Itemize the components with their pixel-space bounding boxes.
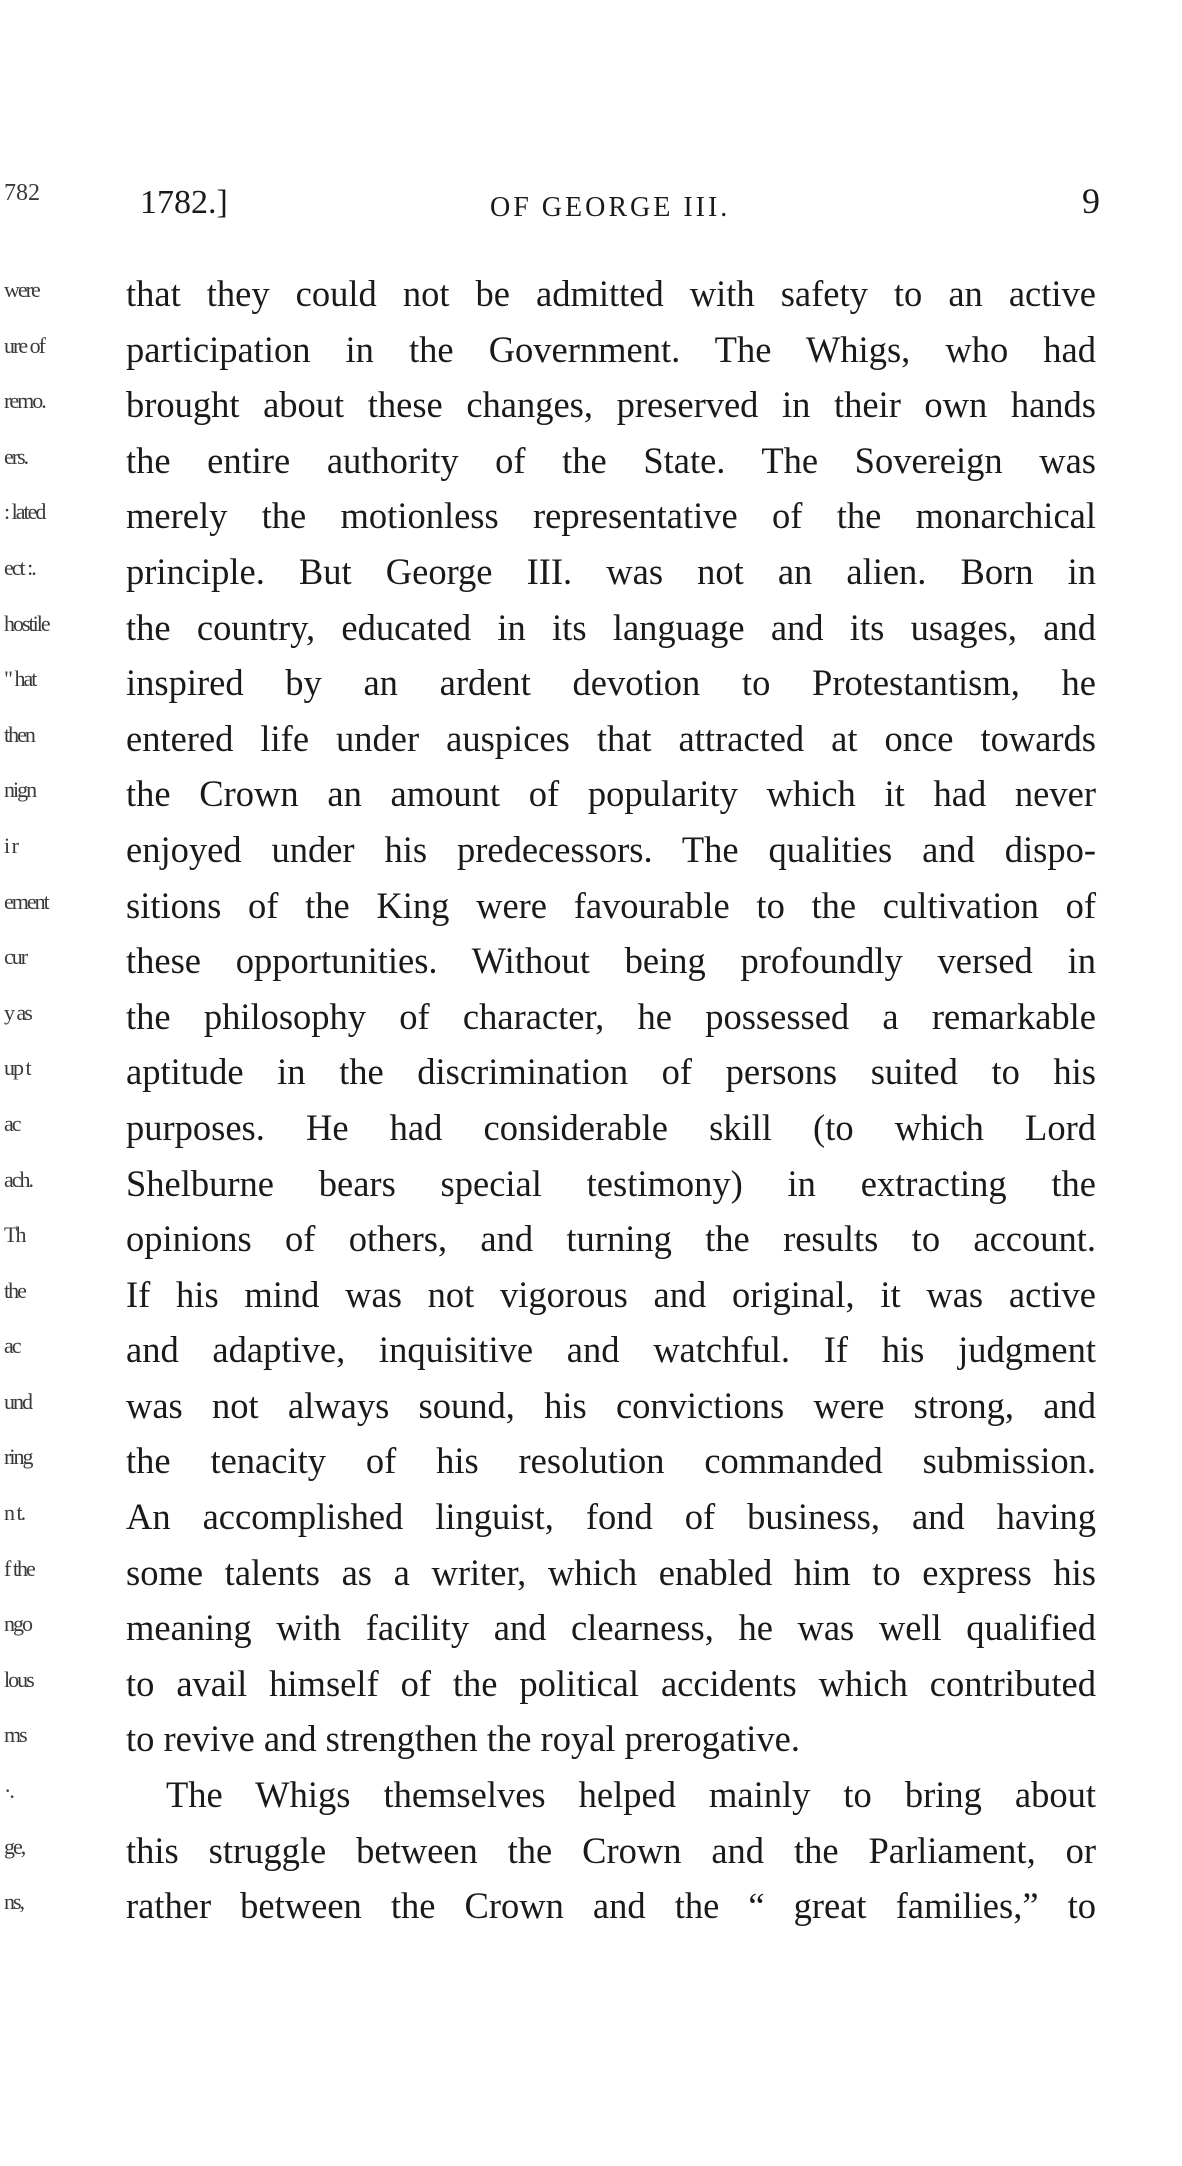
text-line: Shelburne bears special testimony) in extracting the bbox=[126, 1162, 1096, 1204]
text-line: opinions of others, and turning the results to account. bbox=[126, 1218, 1096, 1260]
text-line: enjoyed under his predecessors. The qualities and dispo- bbox=[126, 828, 1096, 870]
margin-fragment: were bbox=[4, 277, 39, 302]
margin-fragment: ect :. bbox=[4, 554, 35, 580]
text-line: entered life under auspices that attracted at once towards bbox=[126, 717, 1096, 759]
margin-fragment: ge, bbox=[4, 1833, 25, 1859]
adjacent-page-margin-fragments bbox=[4, 262, 50, 1930]
margin-fragment: ns, bbox=[4, 1889, 24, 1915]
margin-fragment: ring bbox=[4, 1444, 32, 1470]
text-line: rather between the Crown and the “ great families,” to bbox=[126, 1885, 1096, 1927]
margin-fragment: ement bbox=[4, 888, 48, 914]
margin-fragment: ms bbox=[4, 1722, 26, 1748]
margin-fragment: n t. bbox=[4, 1500, 25, 1526]
margin-fragment: f the bbox=[4, 1555, 34, 1581]
margin-fragment: ers. bbox=[4, 443, 28, 469]
text-line-paragraph-start: The Whigs themselves helped mainly to bring about bbox=[166, 1774, 1096, 1816]
margin-fragment: lous bbox=[4, 1666, 33, 1692]
margin-fragment: hostile bbox=[4, 610, 49, 636]
margin-fragment: remo. bbox=[4, 388, 45, 414]
margin-fragment: nign bbox=[4, 777, 36, 803]
margin-fragment: ac bbox=[4, 1333, 20, 1359]
text-line: that they could not be admitted with safety to an active bbox=[126, 273, 1096, 314]
text-line: this struggle between the Crown and the Parliament, or bbox=[126, 1829, 1096, 1871]
running-header bbox=[140, 181, 1100, 234]
text-line: participation in the Government. The Whigs, who had bbox=[126, 328, 1096, 370]
text-line: the Crown an amount of popularity which it had never bbox=[126, 773, 1096, 815]
margin-fragment: then bbox=[4, 721, 34, 747]
text-line: If his mind was not vigorous and original, it was active bbox=[126, 1273, 1096, 1315]
text-line: the country, educated in its language and its usages, and bbox=[126, 606, 1096, 648]
text-line: merely the motionless representative of the monarchical bbox=[126, 495, 1096, 537]
adjacent-page-year-fragment: 782 bbox=[4, 180, 40, 206]
margin-fragment: cur bbox=[4, 944, 27, 970]
text-line: meaning with facility and clearness, he was well qualified bbox=[126, 1607, 1096, 1649]
text-line-paragraph-end: to revive and strengthen the royal prerogative. bbox=[126, 1718, 800, 1760]
margin-fragment: ure of bbox=[4, 332, 44, 358]
margin-fragment: ·. bbox=[4, 1778, 13, 1804]
margin-fragment: ach. bbox=[4, 1166, 33, 1192]
text-line: sitions of the King were favourable to the cultivation of bbox=[126, 884, 1096, 926]
text-line: the philosophy of character, he possessed a remarkable bbox=[126, 995, 1096, 1037]
margin-fragment: up t bbox=[4, 1055, 30, 1081]
margin-fragment: i r bbox=[4, 832, 17, 858]
text-line: aptitude in the discrimination of persons suited to his bbox=[126, 1051, 1096, 1093]
text-line: An accomplished linguist, fond of business, and having bbox=[126, 1496, 1096, 1538]
text-line: these opportunities. Without being profoundly versed in bbox=[126, 940, 1096, 982]
body-text bbox=[126, 266, 1096, 1934]
margin-fragment: y as bbox=[4, 999, 31, 1025]
text-line: the tenacity of his resolution commanded submission. bbox=[126, 1440, 1096, 1482]
margin-fragment: und bbox=[4, 1388, 31, 1414]
text-line: some talents as a writer, which enabled him to express his bbox=[126, 1551, 1096, 1593]
margin-fragment: the bbox=[4, 1277, 25, 1303]
running-title: OF GEORGE III. bbox=[490, 192, 731, 223]
text-line: to avail himself of the political accidents which contributed bbox=[126, 1662, 1096, 1704]
margin-fragment: : lated bbox=[4, 499, 45, 525]
text-line: brought about these changes, preserved in their own hands bbox=[126, 384, 1096, 426]
header-year: 1782.] bbox=[140, 184, 228, 221]
text-line: was not always sound, his convictions were strong, and bbox=[126, 1384, 1096, 1426]
margin-fragment: ac bbox=[4, 1110, 20, 1136]
text-line: and adaptive, inquisitive and watchful. If his judgment bbox=[126, 1329, 1096, 1371]
text-line: the entire authority of the State. The Sovereign was bbox=[126, 439, 1096, 481]
margin-fragment: ngo bbox=[4, 1611, 31, 1637]
text-line: purposes. He had considerable skill (to which Lord bbox=[126, 1106, 1096, 1148]
text-line: principle. But George III. was not an alien. Born in bbox=[126, 550, 1096, 592]
text-line: inspired by an ardent devotion to Protestantism, he bbox=[126, 662, 1096, 704]
page-number: 9 bbox=[1082, 181, 1100, 221]
margin-fragment: Th bbox=[4, 1222, 25, 1248]
margin-fragment: " hat bbox=[4, 666, 36, 692]
